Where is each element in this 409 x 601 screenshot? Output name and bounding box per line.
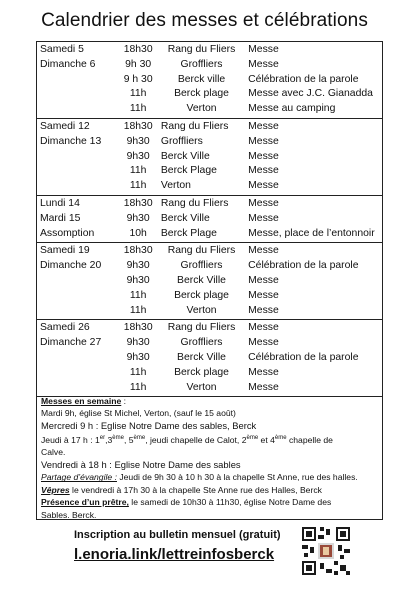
time-cell-line: 9h30: [126, 150, 150, 162]
celebration-cell-line: Messe: [248, 212, 279, 224]
time-cell: [118, 42, 157, 119]
celebration-cell-line: Messe: [248, 165, 279, 177]
celebration-cell-line: Messe: [248, 274, 279, 286]
time-cell-line: 11h: [129, 180, 147, 192]
celebration-cell-line: Messe: [248, 337, 279, 349]
place-cell-line: Rang du Fliers: [167, 322, 236, 334]
time-cell-line: 9h30: [126, 260, 150, 272]
celebration-cell-line: Messe: [248, 381, 279, 393]
place-cell-line: Groffliers: [180, 58, 223, 70]
day-cell-line: Samedi 26: [40, 322, 90, 334]
schedule-week-row: [37, 118, 383, 195]
time-cell-line: 9h 30: [125, 58, 152, 70]
time-cell-line: 11h: [129, 103, 147, 115]
day-cell-line: Assomption: [40, 227, 95, 239]
time-cell-line: 18h30: [123, 44, 153, 55]
place-cell-line: Berck Ville: [177, 351, 226, 363]
celebration-cell-line: Messe: [248, 150, 279, 162]
place-cell-line: Groffliers: [180, 260, 223, 272]
note-line: Partage d’évangile : Jeudi de 9h 30 à 10 h 30 à la chapelle St Anne, rue des halles.: [41, 472, 358, 483]
celebration-cell-line: Messe avec J.C. Gianadda: [248, 88, 373, 100]
newsletter-link[interactable]: l.enoria.link/lettreinfosberck: [74, 546, 275, 563]
time-cell-line: 11h: [129, 289, 147, 301]
day-cell-line: Dimanche 13: [40, 135, 102, 147]
celebration-cell: [245, 195, 382, 242]
day-cell-line: Samedi 19: [40, 245, 90, 257]
time-cell: [118, 320, 157, 397]
time-cell: [118, 243, 157, 320]
time-cell: [118, 195, 157, 242]
schedule-week-row: [37, 195, 383, 242]
time-cell-line: 11h: [129, 165, 147, 177]
celebration-cell: [245, 42, 382, 119]
time-cell-line: 9h30: [126, 212, 150, 224]
time-cell-line: 9h30: [126, 351, 150, 363]
day-cell-line: Dimanche 6: [40, 58, 96, 70]
celebration-cell-line: Messe: [248, 366, 279, 378]
time-cell: [118, 118, 157, 195]
time-cell-line: 18h30: [123, 197, 153, 209]
place-cell: [158, 243, 245, 320]
place-cell: [158, 320, 245, 397]
place-cell-line: Verton: [160, 180, 191, 192]
weekday-masses-section: Messes en semaine : Mardi 9h, église St Michel, Verton, (sauf le 15 août) Mercredi 9 h : Eglise Notre Dame des sables, Berck Jeudi à 17 h : 1er,3ème, 5ème, jeudi chapelle de Calot, 2ème et 4ème chapelle de Calve. Vendredi à 18 h : Eglise Notre Dame des sables Partage d’évangile : Jeudi de 9h 30 à 10 h 30 à la chapelle St Anne, rue des halles. Vêpres le vendredi à 17h 30 à la chapelle Ste Anne rue des Halles, Berck Présence d’un prêtre, le samedi de 10h30 à 11h30, église Notre Dame des Sables. Berck.: [36, 393, 383, 520]
note-line: Vendredi à 18 h : Eglise Notre Dame des sables: [41, 458, 241, 470]
place-cell-line: Berck Ville: [160, 212, 210, 224]
place-cell-line: Berck Plage: [160, 227, 217, 239]
time-cell-line: 9h30: [126, 337, 150, 349]
day-cell: [37, 320, 119, 397]
place-cell-line: Verton: [186, 103, 217, 115]
time-cell-line: 18h30: [123, 322, 153, 334]
place-cell-line: Berck Plage: [160, 165, 217, 177]
place-cell-line: Rang du Fliers: [167, 245, 236, 257]
place-cell-line: Rang du Fliers: [160, 120, 229, 132]
time-cell-line: 18h30: [123, 120, 153, 132]
note-line: Vêpres le vendredi à 17h 30 à la chapelle Ste Anne rue des Halles, Berck: [41, 484, 322, 495]
time-cell-line: 11h: [129, 381, 147, 393]
time-cell-line: 18h30: [123, 245, 153, 257]
celebration-cell-line: Messe: [248, 322, 279, 334]
newsletter-banner: [60, 521, 360, 583]
celebration-cell-line: Messe, place de l’entonnoir: [248, 227, 375, 239]
place-cell: [158, 42, 245, 119]
place-cell-line: Berck plage: [174, 289, 229, 301]
place-cell-line: Berck Ville: [160, 150, 210, 162]
qr-code-icon[interactable]: [300, 525, 352, 577]
page-title: Calendrier des messes et célébrations: [41, 10, 368, 31]
place-cell: [158, 195, 245, 242]
celebration-cell-line: Messe: [248, 58, 279, 70]
newsletter-caption: Inscription au bulletin mensuel (gratuit): [74, 529, 281, 541]
celebration-cell-line: Messe: [248, 289, 279, 301]
note-line: Calve.: [41, 447, 66, 458]
note-line: Mercredi 9 h : Eglise Notre Dame des sables, Berck: [41, 419, 257, 431]
celebration-cell-line: Messe: [248, 304, 279, 316]
note-line: Mardi 9h, église St Michel, Verton, (sauf le 15 août): [41, 408, 236, 419]
day-cell-line: Mardi 15: [40, 212, 81, 224]
celebration-cell: [245, 320, 382, 397]
celebration-cell-line: Messe: [248, 197, 279, 209]
note-line: Jeudi à 17 h : 1er,3ème, 5ème, jeudi chapelle de Calot, 2ème et 4ème chapelle de: [41, 435, 333, 446]
schedule-week-row: [37, 243, 383, 320]
celebration-cell-line: Messe: [248, 120, 279, 132]
day-cell: [37, 243, 119, 320]
place-cell-line: Berck plage: [174, 88, 229, 100]
day-cell: [37, 42, 119, 119]
schedule-week-row: [37, 320, 383, 397]
time-cell-line: 9 h 30: [123, 73, 153, 85]
note-line: Présence d’un prêtre, le samedi de 10h30 à 11h30, église Notre Dame des: [41, 497, 332, 508]
day-cell-line: Lundi 14: [40, 197, 80, 209]
time-cell-line: 11h: [129, 366, 147, 378]
time-cell-line: 9h30: [126, 274, 150, 286]
place-cell-line: Berck plage: [174, 366, 229, 378]
mass-schedule-table: [36, 41, 383, 397]
time-cell-line: 10h: [129, 227, 147, 239]
place-cell-line: Rang du Fliers: [167, 44, 236, 55]
place-cell-line: Verton: [186, 304, 217, 316]
weekday-heading: Messes en semaine: [41, 396, 122, 406]
place-cell-line: Groffliers: [180, 337, 223, 349]
place-cell-line: Groffliers: [160, 135, 203, 147]
celebration-cell-line: Messe: [248, 135, 279, 147]
celebration-cell-line: Célébration de la parole: [248, 73, 359, 85]
time-cell-line: 11h: [129, 88, 147, 100]
day-cell-line: Dimanche 27: [40, 337, 102, 349]
schedule-week-row: [37, 42, 383, 119]
celebration-cell-line: Messe au camping: [248, 103, 336, 115]
place-cell-line: Rang du Fliers: [160, 197, 229, 209]
day-cell: [37, 118, 119, 195]
celebration-cell: [245, 243, 382, 320]
day-cell-line: Samedi 12: [40, 120, 90, 132]
day-cell-line: Dimanche 20: [40, 260, 102, 272]
place-cell-line: Verton: [186, 381, 217, 393]
day-cell-line: Samedi 5: [40, 44, 84, 55]
celebration-cell-line: Messe: [248, 180, 279, 192]
celebration-cell: [245, 118, 382, 195]
note-line: Sables. Berck.: [41, 509, 97, 520]
time-cell-line: 11h: [129, 304, 147, 316]
celebration-cell-line: Messe: [248, 245, 279, 257]
place-cell-line: Berck ville: [177, 73, 226, 85]
celebration-cell-line: Messe: [248, 44, 279, 55]
time-cell-line: 9h30: [126, 135, 150, 147]
day-cell: [37, 195, 119, 242]
place-cell-line: Berck Ville: [177, 274, 226, 286]
celebration-cell-line: Célébration de la parole: [248, 351, 359, 363]
place-cell: [158, 118, 245, 195]
celebration-cell-line: Célébration de la parole: [248, 260, 359, 272]
